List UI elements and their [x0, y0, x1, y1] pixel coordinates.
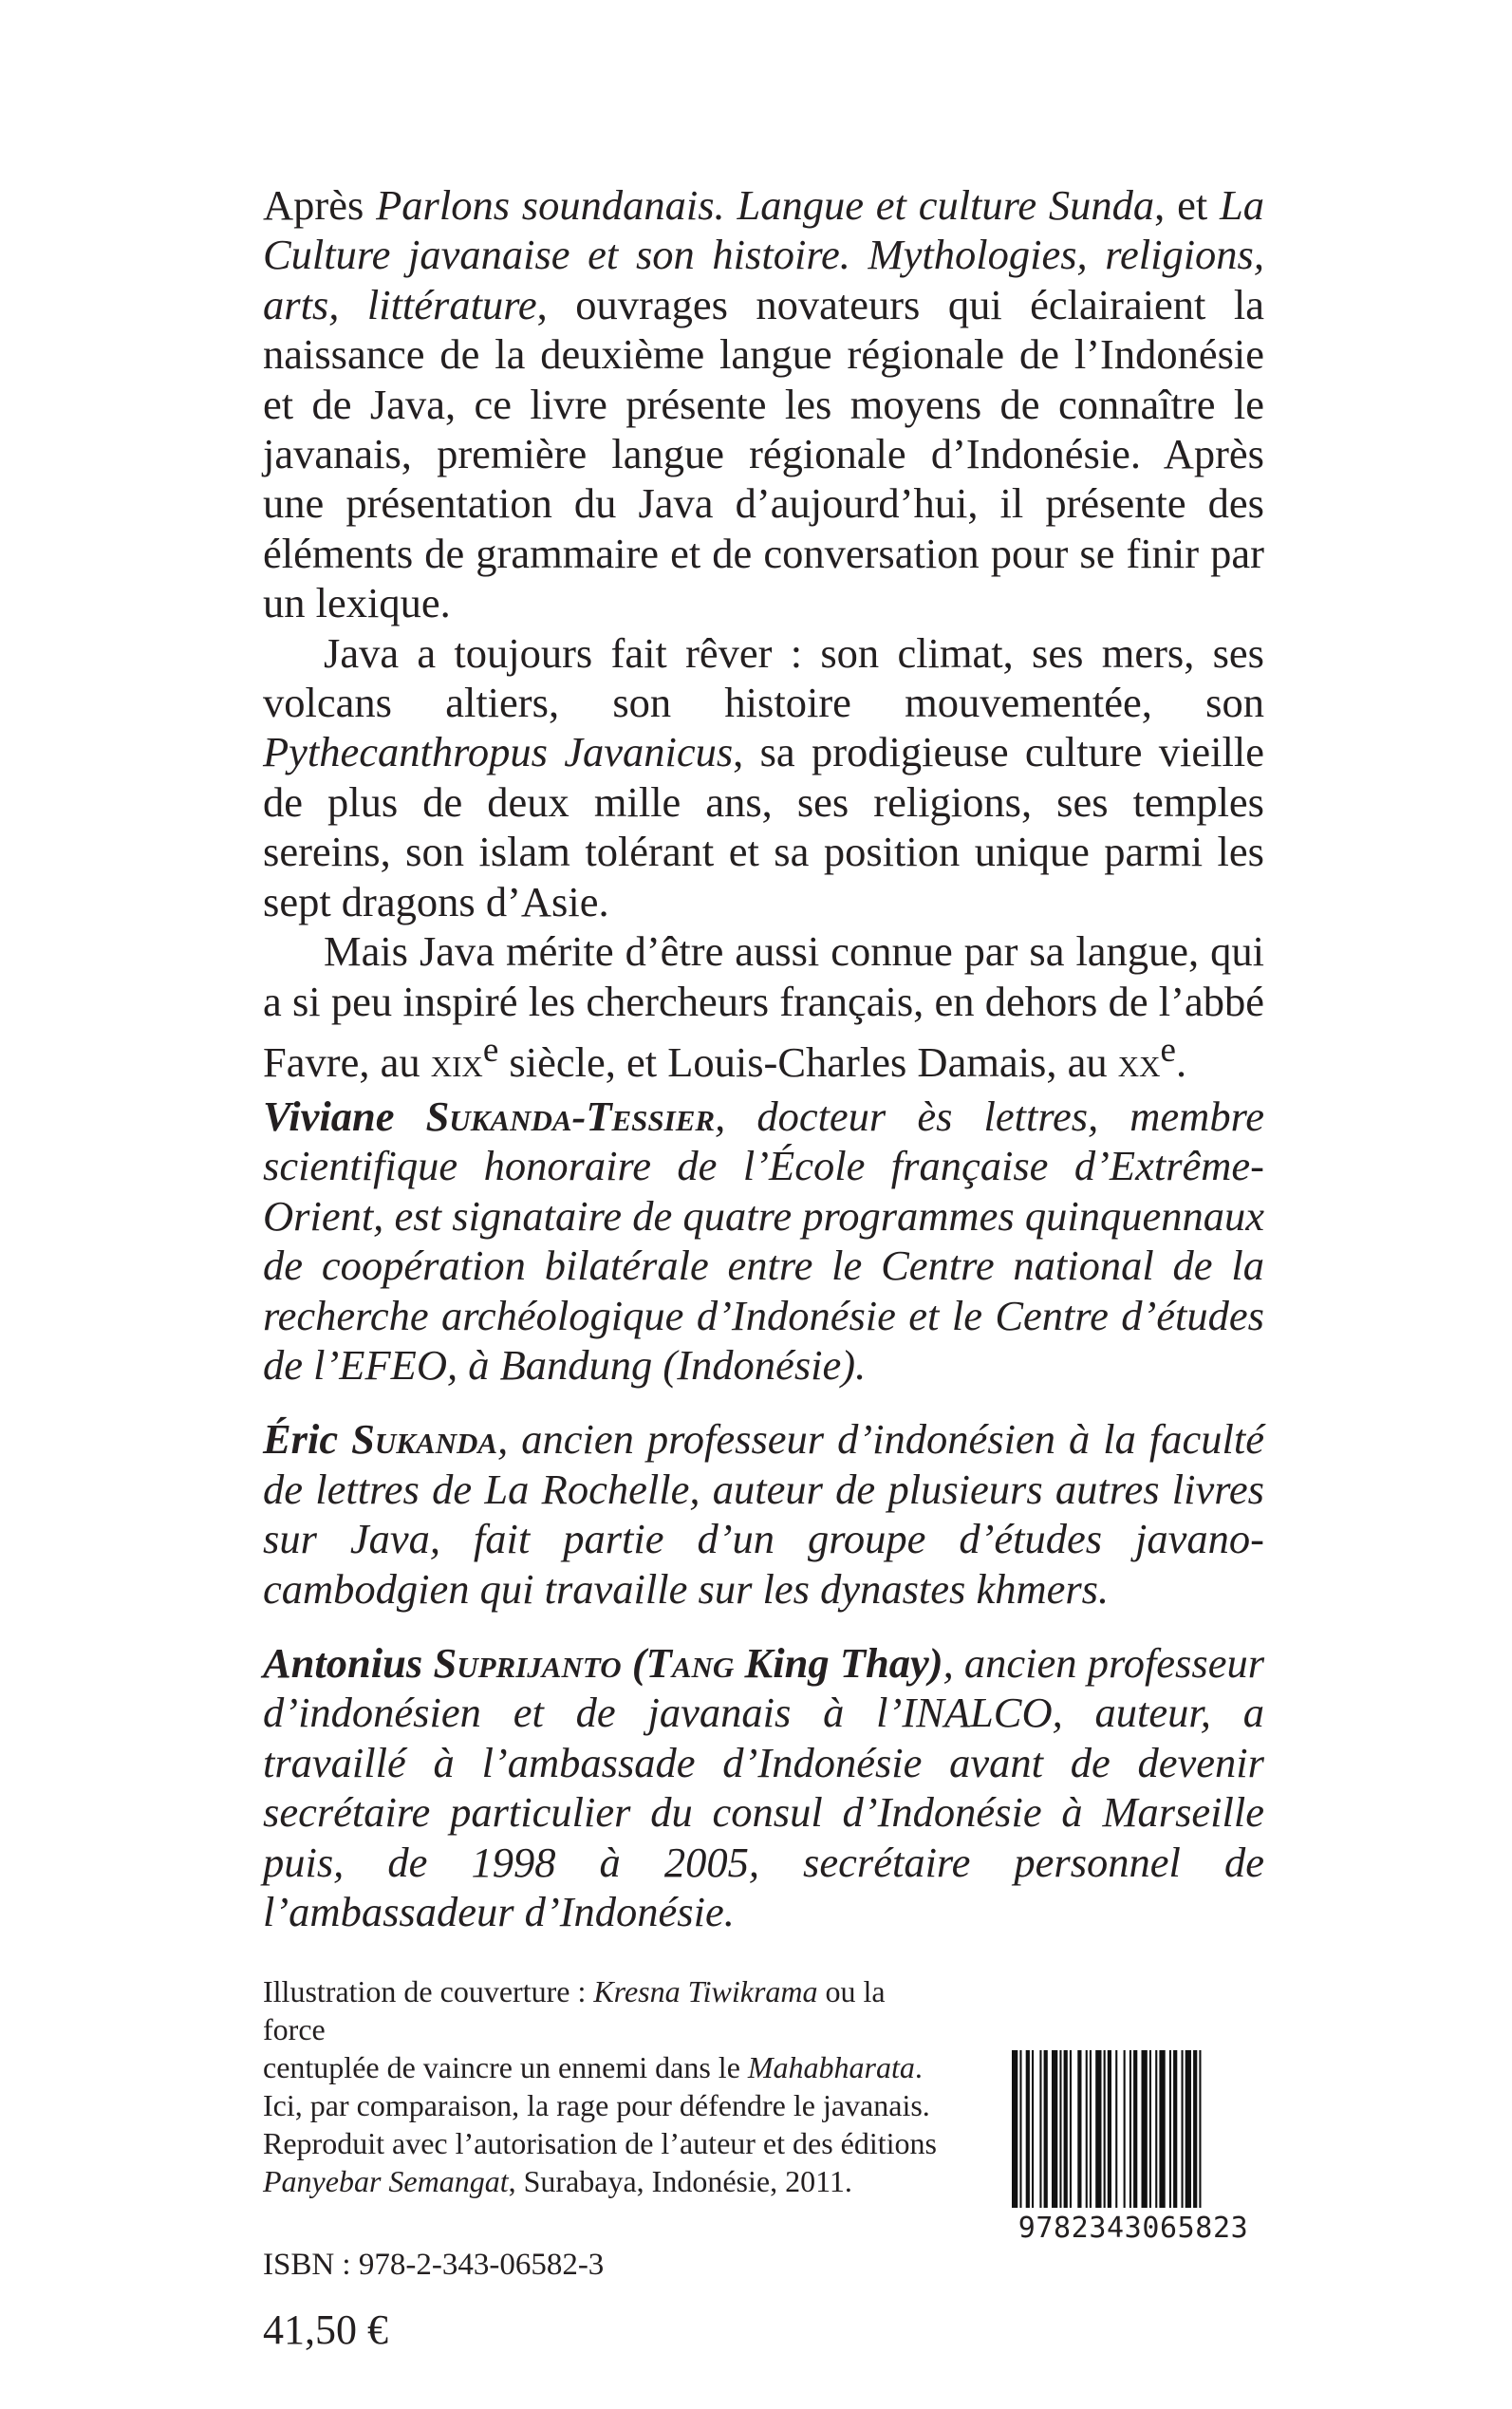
author-bio-text: , ancien professeur d’indonésien à la faculté de lettres de La Rochelle, auteur de plusieurs autres livres sur Java, fait partie d’un groupe d’études javano-cambodgien qui travaille sur les dynastes khmers.: [263, 1415, 1264, 1613]
barcode-bar: [1159, 2050, 1165, 2208]
author-bio-3: [263, 1638, 1264, 1936]
author-last-name: Sukanda: [351, 1415, 498, 1464]
barcode-bar: [1142, 2050, 1148, 2208]
barcode-digits: 9782343065823: [1017, 2212, 1249, 2245]
barcode-bar: [1182, 2050, 1184, 2208]
author-bio-text: , ancien professeur d’indonésien et de javanais à l’INALCO, auteur, a travaillé à l’ambassade d’Indonésie avant de devenir secrétaire particulier du consul d’Indonésie à Marseille puis, de 1998 à 2005, secrétaire personnel de l’ambassadeur d’Indonésie.: [263, 1639, 1265, 1936]
author-alias: Tang: [645, 1639, 735, 1688]
credit-text: centuplée de vaincre un ennemi dans le: [263, 2050, 748, 2084]
publisher-name: Panyebar Semangat: [263, 2164, 509, 2198]
barcode-bar: [1104, 2050, 1106, 2208]
barcode-bar: [1064, 2050, 1068, 2208]
century-suffix: e: [1160, 1030, 1176, 1070]
barcode-bar: [1052, 2050, 1057, 2208]
author-first-name: Éric: [263, 1415, 339, 1464]
blurb-text: siècle, et Louis-Charles Damais, au: [498, 1037, 1118, 1086]
blurb-text: .: [1176, 1037, 1187, 1086]
century-numeral: xix: [430, 1037, 483, 1086]
barcode-bar: [1129, 2050, 1131, 2208]
barcode-bar: [1026, 2050, 1030, 2208]
author-first-name: Viviane: [263, 1092, 395, 1140]
barcode-bar: [1173, 2050, 1177, 2208]
credit-text: Illustration de couverture :: [263, 1974, 594, 2008]
author-alias-rest: King Thay): [734, 1639, 943, 1688]
barcode-bar: [1032, 2050, 1034, 2208]
book-title-2: La Culture javanaise et son histoire. Mythologies, religions, arts, littérature: [263, 181, 1264, 328]
barcode-bar: [1149, 2050, 1151, 2208]
barcode-bar: [1059, 2050, 1061, 2208]
barcode-bar: [1090, 2050, 1092, 2208]
blurb-text: , et: [1154, 181, 1220, 229]
barcode-bar: [1019, 2050, 1021, 2208]
blurb-text: , ouvrages novateurs qui éclairaient la naissance de la deuxième langue régionale de l’Indonésie et de Java, ce livre présente les moyens de connaître le javanais, première langue régionale d’Indonésie. Après une présentation du Java d’aujourd’hui, il présente des éléments de grammaire et de conversation pour se finir par un lexique.: [263, 280, 1264, 627]
barcode-bar: [1115, 2050, 1117, 2208]
book-title-1: Parlons soundanais. Langue et culture Sunda: [376, 181, 1155, 229]
credit-line-3: Ici, par comparaison, la rage pour défendre le javanais.: [263, 2088, 930, 2122]
credit-text: .: [914, 2050, 923, 2084]
blurb-text: Java a toujours fait rêver : son climat, ses mers, ses volcans altiers, son histoire mouvementée, son: [263, 628, 1264, 727]
barcode-bar: [1039, 2050, 1041, 2208]
author-bio-1: [263, 1092, 1264, 1390]
century-suffix: e: [482, 1030, 499, 1070]
century-numeral: xx: [1117, 1037, 1161, 1086]
blurb-paragraph-2: [263, 628, 1264, 926]
blurb-text: Après: [263, 181, 377, 229]
author-bio-text: , docteur ès lettres, membre scientifique honoraire de l’École française d’Extrême-Orient, est signataire de quatre programmes quinquennaux de coopération bilatérale entre le Centre national de la recherche archéologique d’Indonésie et le Centre d’études de l’EFEO, à Bandung (Indonésie).: [263, 1092, 1264, 1390]
barcode-bar: [1086, 2050, 1088, 2208]
barcode-bar: [1124, 2050, 1126, 2208]
credit-line-2: [263, 2048, 946, 2086]
credit-line-5: [263, 2162, 946, 2200]
author-name: [263, 1415, 497, 1463]
barcode-bar: [1095, 2050, 1101, 2208]
barcode-bar: [1077, 2050, 1081, 2208]
credit-text: ou la force: [263, 1974, 886, 2046]
barcode-bar: [1155, 2050, 1157, 2208]
barcode-bar: [1193, 2050, 1197, 2208]
author-first-name: Antonius: [263, 1639, 423, 1688]
price: 41,50 €: [263, 2306, 388, 2353]
back-cover-blurb: [263, 180, 1264, 1087]
barcode: [1000, 2043, 1266, 2259]
author-bio-2: [263, 1414, 1264, 1614]
author-bios: [263, 1092, 1264, 1962]
credit-text: , Surabaya, Indonésie, 2011.: [508, 2164, 852, 2198]
author-name: Antonius Suprijanto (Tang King Thay): [263, 1639, 943, 1688]
blurb-paragraph-1: [263, 180, 1264, 628]
author-last-name: Sukanda-Tessier: [425, 1092, 716, 1140]
species-name: Pythecanthropus Javanicus: [263, 728, 734, 776]
barcode-bar: [1108, 2050, 1111, 2208]
barcode-bar: [1070, 2050, 1072, 2208]
barcode-bar: [1199, 2050, 1201, 2208]
barcode-bar: [1044, 2050, 1048, 2208]
author-name: [263, 1092, 715, 1140]
artwork-title: Kresna Tiwikrama: [593, 1974, 818, 2008]
barcode-bar: [1169, 2050, 1171, 2208]
blurb-text: , sa prodigieuse culture vieille de plus de deux mille ans, ses religions, ses temples sereins, son islam tolérant et sa position unique parmi les sept dragons d’Asie.: [263, 728, 1264, 925]
barcode-bar: [1012, 2050, 1017, 2208]
epic-title: Mahabharata: [747, 2050, 915, 2084]
credit-line-4: Reproduit avec l’autorisation de l’auteur et des éditions: [263, 2126, 937, 2160]
credit-line-1: [263, 1972, 946, 2048]
barcode-bar: [1133, 2050, 1137, 2208]
cover-illustration-credit: [263, 1972, 946, 2200]
isbn: ISBN : 978-2-343-06582-3: [263, 2248, 605, 2282]
author-last-name: Suprijanto: [433, 1639, 622, 1688]
barcode-bar: [1185, 2050, 1191, 2208]
blurb-paragraph-3: [263, 926, 1264, 1087]
blurb-text: Mais Java mérite d’être aussi connue par sa langue, qui a si peu inspiré les chercheurs français, en dehors de l’abbé Favre, au: [263, 927, 1264, 1086]
